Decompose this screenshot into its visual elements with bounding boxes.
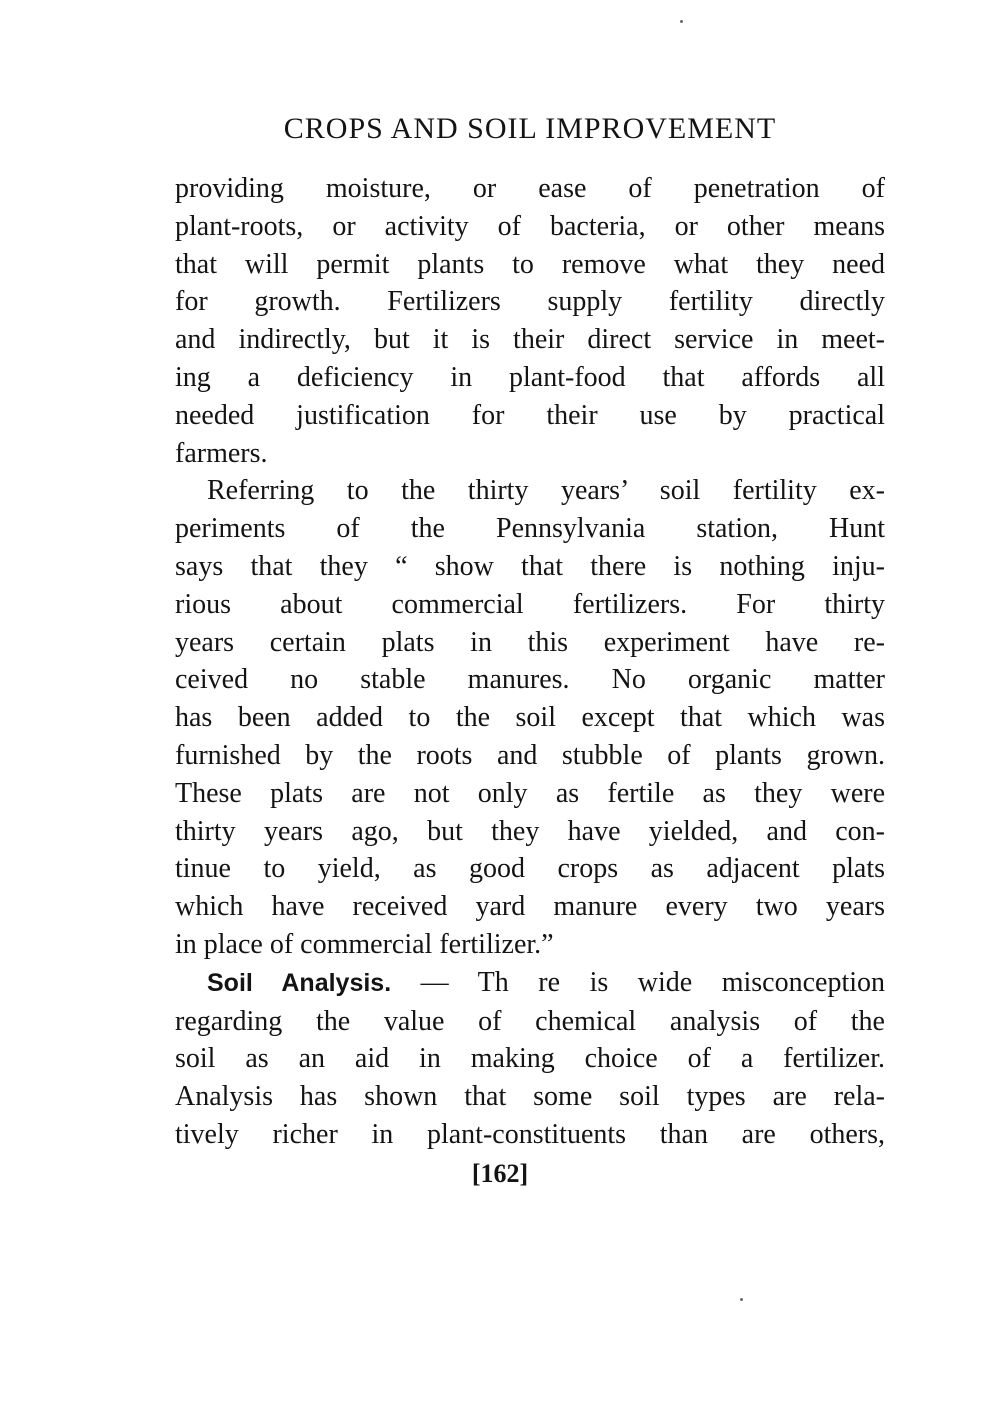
text-run: — Th re is wide misconception [391,966,885,998]
text-line: and indirectly, but it is their direct service in meet- [175,324,885,356]
text-line [175,964,885,1003]
text-line: soil as an aid in making choice of a fertilizer. [175,1043,885,1075]
text-line: that will permit plants to remove what they need [175,248,885,280]
text-line: tinue to yield, as good crops as adjacent plats [175,853,885,885]
text-line: ceived no stable manures. No organic matter [175,664,885,696]
text-line: in place of commercial fertilizer.” [175,928,554,960]
text-line: These plats are not only as fertile as they were [175,777,885,809]
text-line: regarding the value of chemical analysis of the [175,1005,885,1037]
text-line: periments of the Pennsylvania station, Hunt [175,513,885,545]
body-text [175,170,885,1154]
text-line: ing a deficiency in plant-food that affords all [175,361,885,393]
section-heading: Soil Analysis. [207,968,392,997]
text-line: plant-roots, or activity of bacteria, or other means [175,210,885,242]
text-line: for growth. Fertilizers supply fertility directly [175,286,885,318]
paragraph-3 [175,964,885,1154]
running-head: CROPS AND SOIL IMPROVEMENT [283,112,777,145]
text-line: thirty years ago, but they have yielded, and con- [175,815,885,847]
text-line: tively richer in plant-constituents than are others, [175,1118,885,1150]
page-number: [162] [471,1159,529,1188]
text-line: says that they “ show that there is nothing inju- [175,550,885,582]
text-line: rious about commercial fertilizers. For thirty [175,588,885,620]
text-line: has been added to the soil except that which was [175,702,885,734]
scan-speck [740,1298,743,1301]
text-line: farmers. [175,437,268,469]
text-line: furnished by the roots and stubble of plants grown. [175,739,885,771]
text-line: Referring to the thirty years’ soil fertility ex- [207,475,885,507]
text-line: years certain plats in this experiment have re- [175,626,885,658]
text-line: needed justification for their use by practical [175,399,885,431]
text-line: providing moisture, or ease of penetration of [175,173,885,204]
paragraph-2 [175,472,885,963]
paragraph-1 [175,170,885,472]
text-line: Analysis has shown that some soil types are rela- [175,1081,885,1113]
text-line: which have received yard manure every two years [175,891,885,923]
scan-speck [680,20,683,23]
